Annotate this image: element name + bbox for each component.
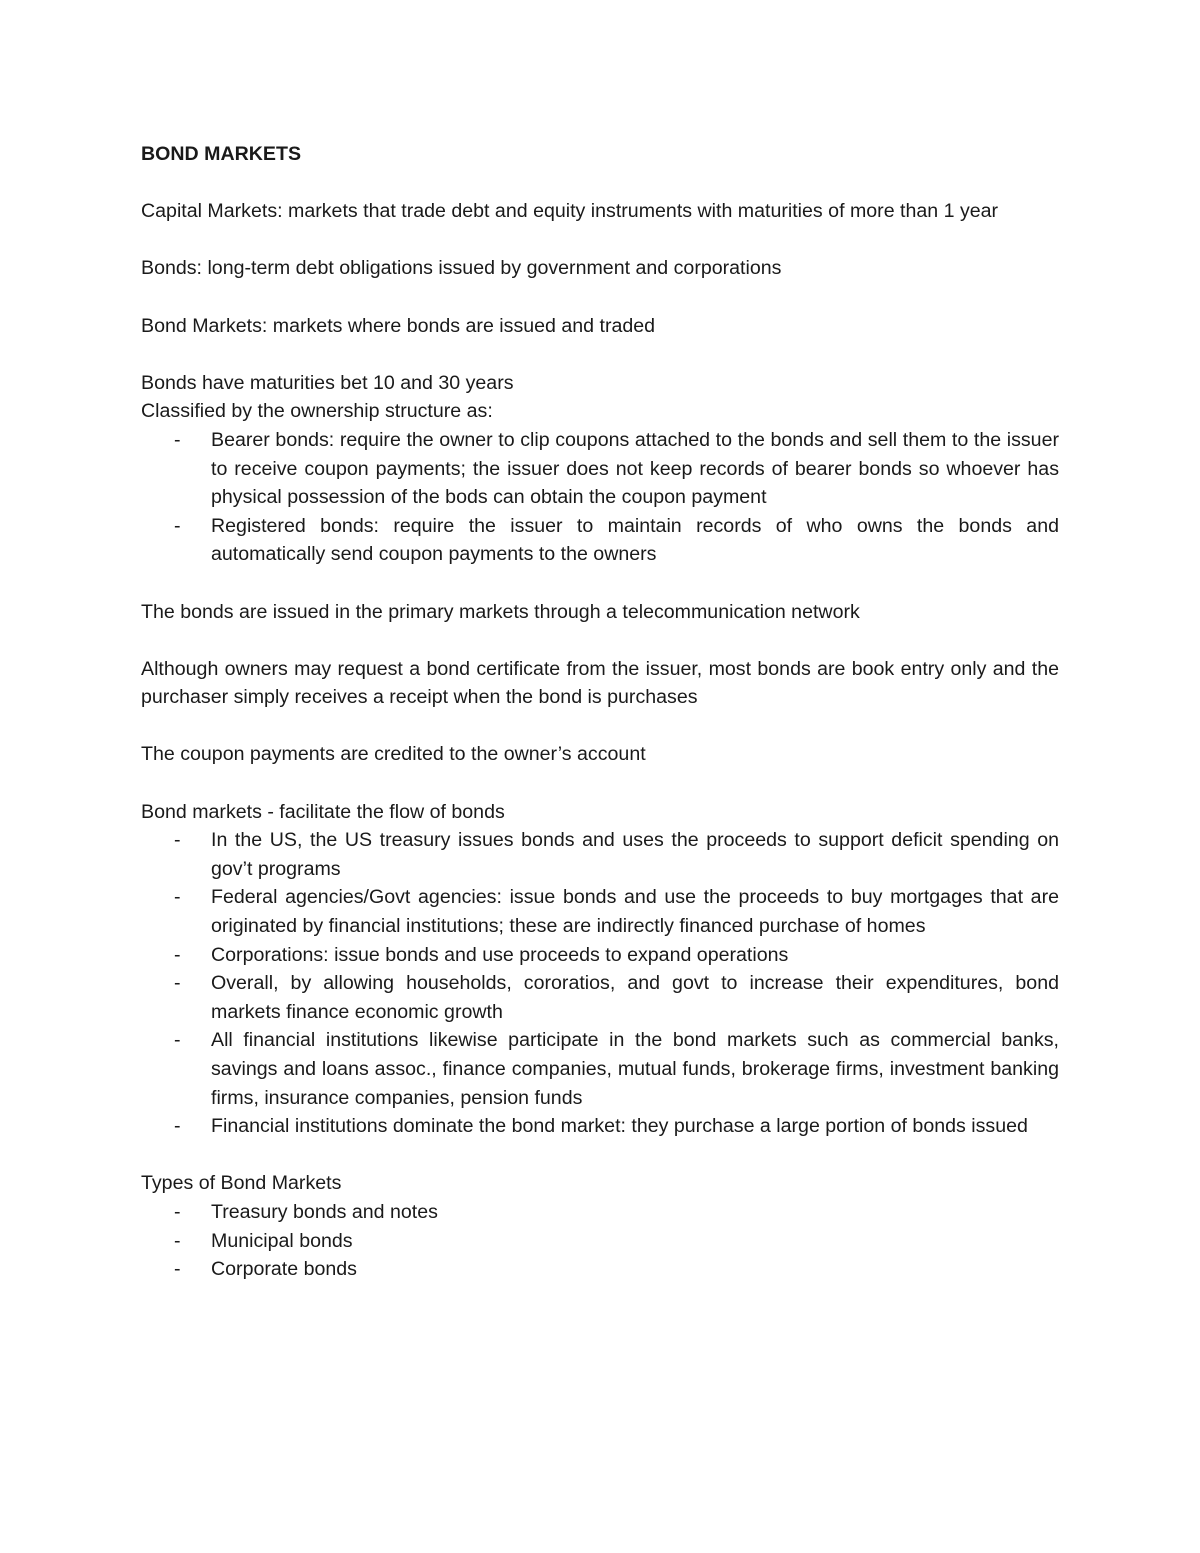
bullet-dash: - <box>174 428 181 451</box>
primary-markets-text: The bonds are issued in the primary markets through a telecommunication network <box>141 600 860 623</box>
spacer <box>141 712 1059 741</box>
list-item-text: Bearer bonds: require the owner to clip coupons attached to the bonds and sell them to the issuer to receive coupon payments; the issuer does not keep records of bearer bonds so whoever has physical possession of the bods can obtain the coupon payment <box>211 428 1059 509</box>
facilitate-text: Bond markets - facilitate the flow of bonds <box>141 800 505 823</box>
coupon-credit-text: The coupon payments are credited to the owner’s account <box>141 743 646 766</box>
bullet-dash: - <box>174 886 181 909</box>
bullet-dash: - <box>174 1229 181 1252</box>
list-item <box>141 969 1059 1026</box>
types-heading: Types of Bond Markets <box>141 1172 342 1195</box>
list-item <box>141 883 1059 940</box>
spacer <box>141 769 1059 798</box>
bullet-dash: - <box>174 1200 181 1223</box>
spacer <box>141 626 1059 655</box>
list-item <box>141 426 1059 512</box>
bond-markets-definition: Bond Markets: markets where bonds are issued and traded <box>141 314 656 337</box>
bullet-dash: - <box>174 1258 181 1281</box>
classified-text: Classified by the ownership structure as: <box>141 400 493 423</box>
spacer <box>141 169 1059 198</box>
list-item-text: Financial institutions dominate the bond market: they purchase a large portion of bonds issued <box>211 1115 1028 1138</box>
bullet-dash: - <box>174 972 181 995</box>
spacer <box>141 340 1059 369</box>
list-item-text: Registered bonds: require the issuer to maintain records of who owns the bonds and automatically send coupon payments to the owners <box>211 514 1059 566</box>
bonds-definition: Bonds: long-term debt obligations issued by government and corporations <box>141 257 782 280</box>
list-item <box>141 1198 1059 1227</box>
list-item-text: All financial institutions likewise participate in the bond markets such as commercial banks, savings and loans assoc., finance companies, mutual funds, brokerage firms, investment banking firms, insurance companies, pension funds <box>211 1029 1059 1109</box>
spacer <box>141 283 1059 312</box>
list-item <box>141 1026 1059 1112</box>
facilitate-list <box>141 826 1059 1141</box>
list-item-text: Federal agencies/Govt agencies: issue bonds and use the proceeds to buy mortgages that are originated by financial institutions; these are indirectly financed purchase of homes <box>211 886 1059 938</box>
types-list <box>141 1198 1059 1284</box>
bullet-dash: - <box>174 943 181 966</box>
certificate-text: Although owners may request a bond certificate from the issuer, most bonds are book entry only and the purchaser simply receives a receipt when the bond is purchases <box>141 657 1059 709</box>
list-item-text: Overall, by allowing households, cororatios, and govt to increase their expenditures, bond markets finance economic growth <box>211 972 1059 1023</box>
bullet-dash: - <box>174 829 181 852</box>
spacer <box>141 226 1059 255</box>
list-item <box>141 1112 1059 1141</box>
document-title: BOND MARKETS <box>141 143 302 165</box>
list-item-text: Municipal bonds <box>211 1229 353 1252</box>
document-page <box>141 140 1059 1284</box>
list-item-text: Corporations: issue bonds and use proceeds to expand operations <box>211 943 789 966</box>
list-item <box>141 512 1059 569</box>
ownership-list <box>141 426 1059 569</box>
list-item <box>141 1255 1059 1284</box>
bullet-dash: - <box>174 514 181 537</box>
list-item-text: Treasury bonds and notes <box>211 1200 438 1223</box>
capital-markets-definition: Capital Markets: markets that trade debt and equity instruments with maturities of more than 1 year <box>141 200 999 223</box>
maturities-text: Bonds have maturities bet 10 and 30 years <box>141 371 514 394</box>
list-item <box>141 826 1059 883</box>
list-item <box>141 1227 1059 1256</box>
bullet-dash: - <box>174 1029 181 1052</box>
list-item-text: Corporate bonds <box>211 1258 357 1281</box>
spacer <box>141 1141 1059 1170</box>
bullet-dash: - <box>174 1115 181 1138</box>
list-item-text: In the US, the US treasury issues bonds and uses the proceeds to support deficit spending on gov’t programs <box>211 829 1059 880</box>
spacer <box>141 569 1059 598</box>
list-item <box>141 941 1059 970</box>
